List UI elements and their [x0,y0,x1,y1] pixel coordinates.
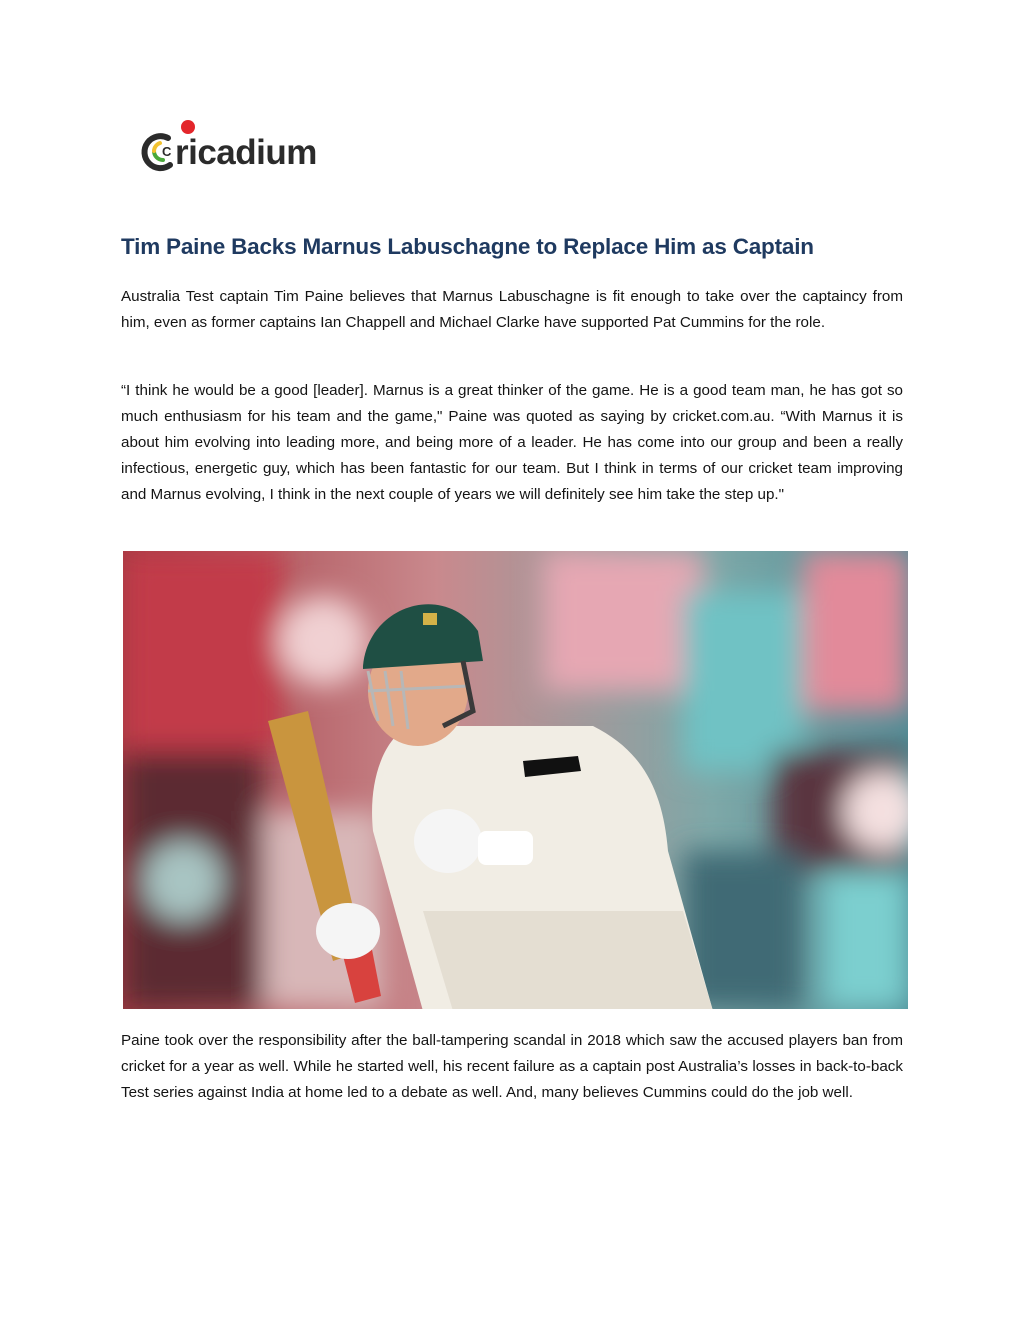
svg-text:C: C [162,144,172,159]
cricketer-batting-photo-icon [123,551,908,1009]
article-paragraph-1: Australia Test captain Tim Paine believes that Marnus Labuschagne is fit enough to take over the captaincy from him, even as former captains Ian Chappell and Michael Clarke have supported Pat Cummins for the role. [121,288,903,331]
logo-wordmark: ricadium [175,133,317,172]
article-paragraph-3: Paine took over the responsibility after the ball-tampering scandal in 2018 which saw the accused players ban from cricket for a year as well. While he started well, his recent failure as a captain post Australia’s losses in back-to-back Test series against India at home led to a debate as well. And, many believes Cummins could do the job well. [121,1032,903,1101]
cricadium-logo[interactable] [140,118,340,172]
cricadium-logo-icon [140,118,340,172]
article-photo [123,551,908,1009]
article-title: Tim Paine Backs Marnus Labuschagne to Replace Him as Captain [121,234,814,259]
article-paragraph-2: “I think he would be a good [leader]. Marnus is a great thinker of the game. He is a good team man, he has got so much enthusiasm for his team and the game," Paine was quoted as saying by cricket.com.au. “With Marnus it is about him evolving into leading more, and being more of a leader. He has come into our group and been a really infectious, energetic guy, which has been fantastic for our team. But I think in terms of our cricket team improving and Marnus evolving, I think in the next couple of years we will definitely see him take the step up." [121,382,903,503]
